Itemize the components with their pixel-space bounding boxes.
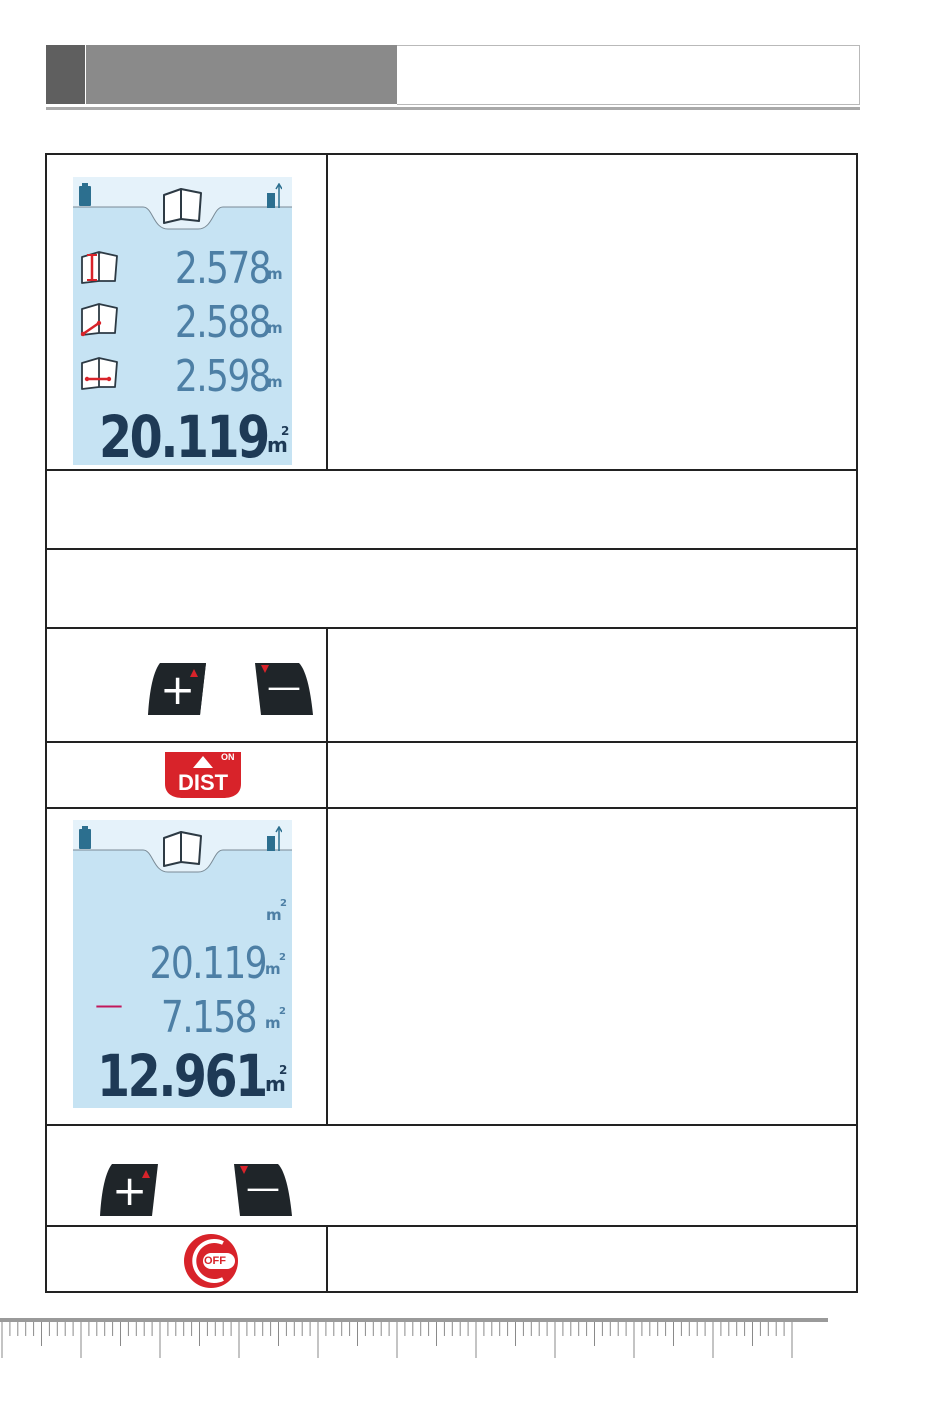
lcd-result-area: 12.961: [97, 1042, 266, 1108]
row-divider: [47, 469, 856, 471]
column-divider: [326, 627, 328, 1124]
row-divider: [47, 548, 856, 550]
lcd-display-subtraction: [73, 820, 292, 1108]
minus-button[interactable]: [253, 659, 315, 719]
floor-length-icon: [79, 355, 121, 391]
lcd-header-unit: m: [266, 906, 282, 924]
column-divider: [326, 1225, 328, 1291]
row-divider: [47, 1225, 856, 1227]
row-divider: [47, 1124, 856, 1126]
lcd-sup: 2: [279, 1006, 286, 1017]
plus-label: +: [112, 1166, 148, 1215]
minus-label: —: [246, 1168, 280, 1208]
minus-label: —: [267, 667, 301, 707]
column-divider: [326, 155, 328, 469]
lcd-total-area: 20.119: [99, 403, 268, 465]
lcd-unit: m: [265, 1014, 281, 1032]
lcd-total-unit: m: [267, 433, 288, 457]
lcd-total-unit: m: [265, 1072, 286, 1096]
lcd-unit: m: [267, 265, 283, 283]
lcd-unit: m: [267, 373, 283, 391]
lcd-unit: m: [267, 319, 283, 337]
row-divider: [47, 741, 856, 743]
area-mode-icon: [161, 828, 205, 868]
plus-button[interactable]: [146, 659, 208, 719]
lcd-sup: 2: [279, 952, 286, 963]
header-block-dark: [46, 45, 85, 104]
header-title-box: [397, 45, 860, 105]
lcd-reading-subtract: 7.158: [160, 992, 256, 1043]
reference-rear-icon: [266, 826, 282, 852]
battery-icon: [79, 826, 95, 850]
wall-height-icon: [79, 249, 121, 285]
row-divider: [47, 807, 856, 809]
minus-sign: —: [95, 988, 123, 1021]
area-mode-icon: [161, 185, 205, 225]
lcd-total-sup: 2: [281, 424, 290, 438]
minus-button[interactable]: [232, 1160, 294, 1220]
lcd-display-area: [73, 177, 292, 465]
header-underline: [46, 107, 860, 110]
lcd-unit: m: [265, 960, 281, 978]
plus-label: +: [160, 665, 196, 714]
dist-button[interactable]: [163, 750, 243, 800]
ruler-scale: [0, 1322, 830, 1362]
battery-icon: [79, 183, 95, 207]
lcd-reading-1: 2.578: [174, 243, 270, 294]
plus-button[interactable]: [98, 1160, 160, 1220]
off-label: OFF: [204, 1255, 226, 1267]
dist-label: DIST: [177, 770, 229, 795]
dist-on-label: ON: [221, 752, 235, 762]
lcd-header-sup: 2: [280, 898, 287, 909]
reference-rear-icon: [266, 183, 282, 209]
wall-length-icon: [79, 301, 121, 337]
lcd-reading-total-area: 20.119: [149, 938, 266, 989]
lcd-reading-3: 2.598: [174, 351, 270, 402]
lcd-reading-2: 2.588: [174, 297, 270, 348]
clear-off-button[interactable]: [183, 1233, 239, 1289]
lcd-total-sup: 2: [279, 1063, 288, 1077]
row-divider: [47, 627, 856, 629]
header-block-gray: [86, 45, 397, 104]
